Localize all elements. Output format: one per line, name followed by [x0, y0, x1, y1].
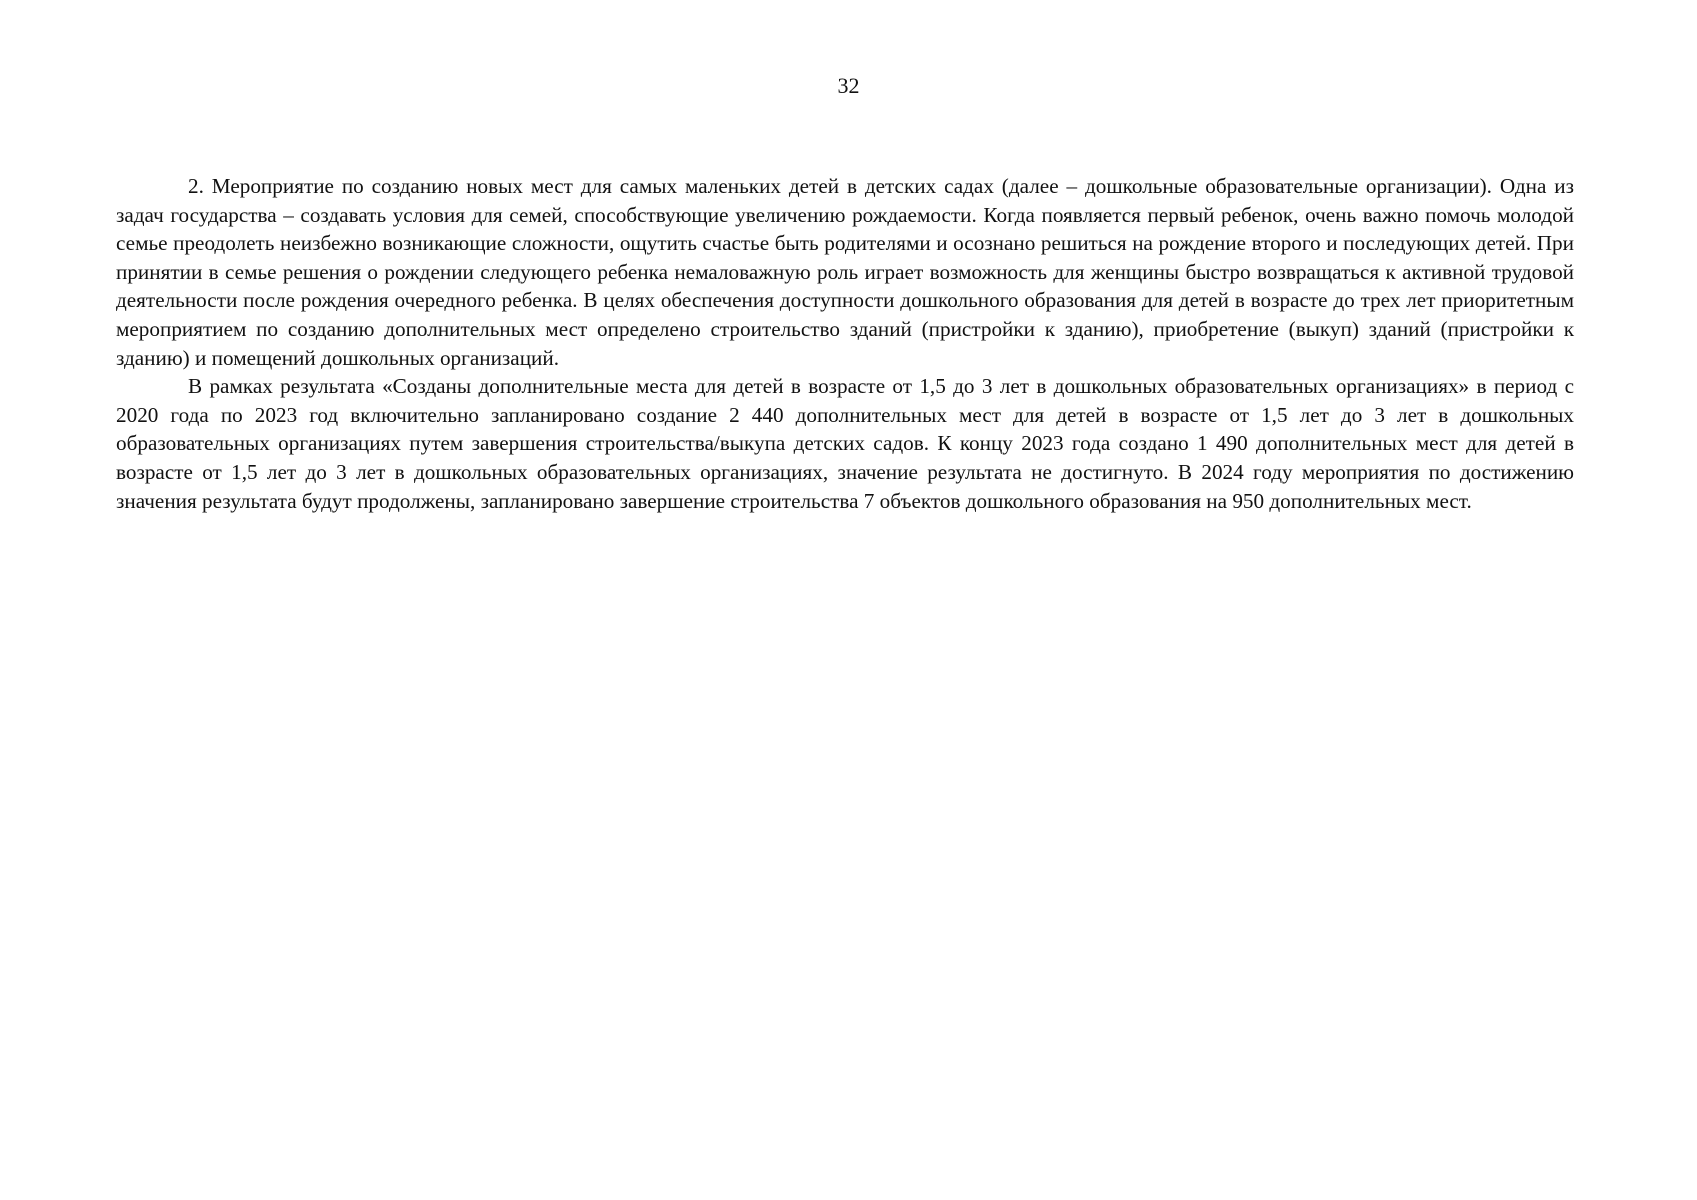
paragraph-measure-2: 2. Мероприятие по созданию новых мест для самых маленьких детей в детских садах (далее – дошкольные образовательные организации). Одна из задач государства – создавать условия для семей, способствующие увеличению рождаемости. Когда появляется первый ребенок, очень важно помочь молодой семье преодолеть неизбежно возникающие сложности, ощутить счастье быть родителями и осознано решиться на рождение второго и последующих детей. При принятии в семье решения о рождении следующего ребенка немаловажную роль играет возможность для женщины быстро возвращаться к активной трудовой деятельности после рождения очередного ребенка. В целях обеспечения доступности дошкольного образования для детей в возрасте до трех лет приоритетным мероприятием по созданию дополнительных мест определено строительство зданий (пристройки к зданию), приобретение (выкуп) зданий (пристройки к зданию) и помещений дошкольных организаций.: [116, 174, 1574, 370]
page-number: 32: [837, 73, 860, 98]
paragraph-result-places: В рамках результата «Созданы дополнительные места для детей в возрасте от 1,5 до 3 лет в дошкольных образовательных организациях» в период с 2020 года по 2023 год включительно запланировано создание 2 440 дополнительных мест для детей в возрасте от 1,5 лет до 3 лет в дошкольных образовательных организациях путем завершения строительства/выкупа детских садов. К концу 2023 года создано 1 490 дополнительных мест для детей в возрасте от 1,5 лет до 3 лет в дошкольных образовательных организациях, значение результата не достигнуто. В 2024 году мероприятия по достижению значения результата будут продолжены, запланировано завершение строительства 7 объектов дошкольного образования на 950 дополнительных мест.: [116, 374, 1574, 513]
document-body: [116, 172, 1574, 515]
